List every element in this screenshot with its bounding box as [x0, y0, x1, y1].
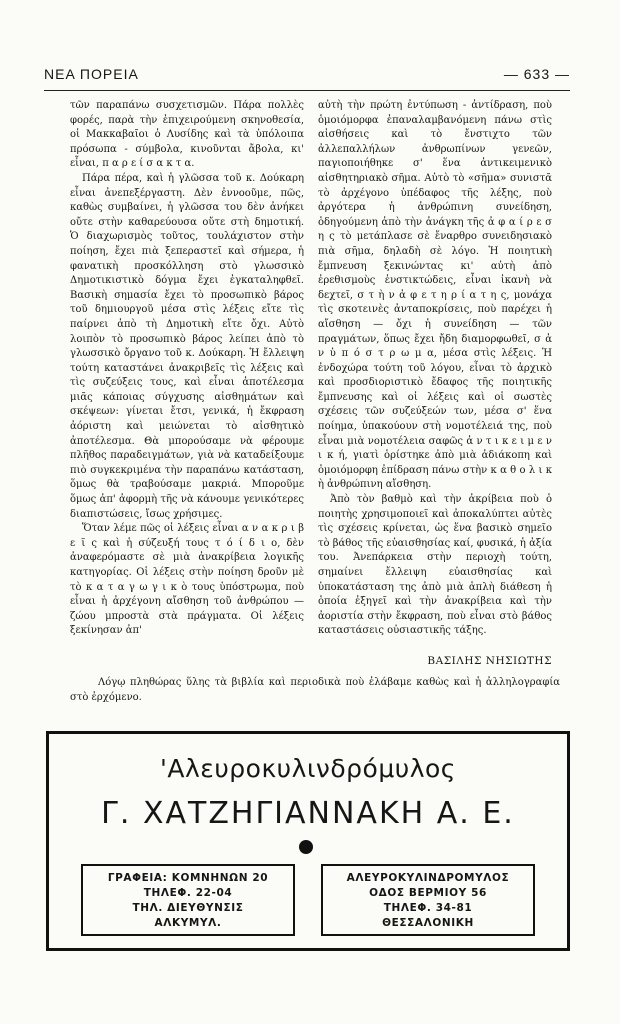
ad-office-box — [81, 864, 295, 936]
ad-office-line: ΑΛΚΥΜΥΛ. — [154, 917, 222, 929]
article-right-column — [318, 99, 552, 659]
bullet-dot-icon — [299, 840, 313, 854]
ad-mill-line: ΟΔΟΣ ΒΕΡΜΙΟΥ 56 — [369, 887, 487, 899]
ad-mill-line: ΘΕΣΣΑΛΟΝΙΚΗ — [382, 917, 474, 929]
advertisement — [46, 731, 570, 951]
page-number: — 633 — — [503, 66, 570, 82]
page-header — [44, 66, 570, 88]
ad-office-line: ΤΗΛΕΦ. 22-04 — [143, 887, 233, 899]
article-paragraph: αὐτὴ τὴν πρώτη ἐντύπωση - ἀντίδραση, ποὺ ὁμοιόμορφα ἐπαναλαμβανόμενη πάνω στὶς αἰσθήσεις καὶ τὸ ἔνστιχτο τῶν ἀλλεπαλλήλων ἀνθρωπίνων γενεῶν, παγιοποιήθηκε σ' ἕνα ἀντικειμενικὸ αἰσθητηριακὸ σῆμα. Αὐτὸ τὸ «σῆμα» συνιστᾶ τὸ ἀρχέγονο ὑπέδαφος τῆς λέξης, ποὺ ἀργότερα ἡ ἀνθρώπινη συνείδηση, ὁδηγούμενη ἀπὸ τὴν ἀνάγκη τῆς ἀ φ α ί ρ ε σ η ς τὸ μετάπλασε σὲ ἔναρθρο συνειδησιακὸ πιὰ σῆμα, δηλαδὴ σὲ λόγο. Ἡ ποιητικὴ ἔμπνευση ξεκινώντας κι' αὐτὴ ἀπὸ ἐρεθισμοὺς ἐνστικτώδεις, εἶναι ἱκανὴ νὰ δεχτεῖ, σ τ ὴ ν ἀ φ ε τ η ρ ί α τ η ς, μονάχα τὶς σκοτεινὲς ἀνταποκρίσεις, ποὺ παρέχει ἡ αἴσθηση — ὄχι ἡ συνείδηση — τῶν πραγμάτων, ὅπως ἔχει ἤδη διαμορφωθεῖ, σ ἀ ν ὑ π ό σ τ ρ ω μ α, μέσα στὶς λέξεις. Ἡ ἐνδοχώρα τούτη τοῦ λόγου, εἶναι τὸ ἀρχικὸ καὶ προσδιοριστικὸ ἔδαφος τῆς ποιητικῆς ἔμπνευσης καὶ οἱ λέξεις καὶ οἱ σωστὲς σχέσεις τῶν συζεύξεών των, μέσα σ' ἕνα ποίημα, ὑπακούουν στὴ νομοτέλειά της, ποὺ εἶναι μιὰ νομοτέλεια σαφῶς ἀ ν τ ι κ ε ι μ ε ν ι κ ή, γιατὶ ὁρίστηκε ἀπὸ μιὰ ἀδιάκοπη καὶ ὁμοιόμορφη ἐπίδραση πάνω στὴν κ α θ ο λ ι κ ὴ ἀνθρώπινη αἴσθηση. — [318, 100, 552, 491]
ad-mill-line: ΑΛΕΥΡΟΚΥΛΙΝΔΡΟΜΥΛΟΣ — [346, 872, 510, 884]
ad-mill-line: ΤΗΛΕΦ. 34-81 — [383, 902, 473, 914]
article-paragraph: Ἀπὸ τὸν βαθμὸ καὶ τὴν ἀκρίβεια ποὺ ὁ ποιητὴς χρησιμοποιεῖ καὶ ἀποκαλύπτει αὐτὲς τὶς σχέσεις κρίνεται, ὡς ἕνα βασικὸ σημεῖο τὸ βάθος τῆς εὐαισθησίας καί, φυσικά, ἡ ἀξία του. Ἀνεπάρκεια στὴν περιοχὴ τούτη, σημαίνει ἔλλειψη εὐαισθησίας καὶ ὑποκατάσταση της ἀπὸ μιὰ ἁπλὴ διάθεση ἡ ὁποία ἐξηγεῖ καὶ τὴν ἀνακρίβεια καὶ τὴν ἀοριστία στὴν ἔκφραση, ποὺ εἶναι στὸ βάθος καταστάσεις οὐσιαστικῆς τάξης. — [318, 494, 552, 637]
ad-company-name: Γ. ΧΑΤΖΗΓΙΑΝΝΑΚΗ Α. Ε. — [101, 796, 515, 831]
article-left-column — [70, 99, 304, 659]
ad-subtitle: 'Αλευροκυλινδρόμυλος — [160, 754, 456, 783]
ad-mill-box — [321, 864, 535, 936]
header-rule — [44, 90, 570, 91]
article-paragraph: τῶν παραπάνω συσχετισμῶν. Πάρα πολλὲς φορές, παρὰ τὴν ἐπιχειρούμενη σκηνοθεσία, οἱ Μακκαβαῖοι ὁ Λυσίδης καὶ τὰ ὑπόλοιπα πρόσωπα - σύμβολα, κινοῦνται ἄβολα, κι' εἶναι, π α ρ ε ί σ α κ τ α. — [70, 100, 304, 170]
ad-office-line: ΓΡΑΦΕΙΑ: ΚΟΜΝΗΝΩΝ 20 — [107, 872, 269, 884]
editorial-note: Λόγῳ πληθώρας ὕλης τὰ βιβλία καὶ περιοδικὰ ποὺ ἐλάβαμε καθὼς καὶ ἡ ἀλληλογραφία στὸ ἐρχόμενο. — [70, 677, 560, 703]
journal-title: ΝΕΑ ΠΟΡΕΙΑ — [44, 66, 139, 82]
article-paragraph: Ὅταν λέμε πῶς οἱ λέξεις εἶναι α ν α κ ρ ι β ε ῖ ς καὶ ἡ σύζευξή τους τ ό ί δ ι ο, δὲν ἀναφερόμαστε σὲ μιὰ ἀνακρίβεια λογικῆς κατηγορίας. Οἱ λέξεις στὴν ποίηση δροῦν μὲ τὸ κ α τ α γ ω γ ι κ ὸ τους ὑπόστρωμα, ποὺ εἶναι ἡ ἀρχέγονη αἴσθηση τοῦ ἀνθρώπου — ζώου μπροστὰ στὰ πράγματα. Οἱ λέξεις ξεκίνησαν ἀπ' — [70, 523, 304, 637]
article-paragraph: Πάρα πέρα, καὶ ἡ γλῶσσα τοῦ κ. Δούκαρη εἶναι ἀνεπεξέργαστη. Δὲν ἐννοοῦμε, πῶς, καθὼς συμβαίνει, ἡ γλῶσσα του δὲν ἀνήκει οὔτε στὴν καθαρεύουσα οὔτε στὴ δημοτική. Ὁ διαχωρισμὸς τοῦτος, τουλάχιστον στὴν ποίηση, ἔχει πιὰ ξεπεραστεῖ καὶ σήμερα, ἡ φανατικὴ προσκόλληση στὸ γλωσσικὸ Δημοτικιστικὸ δόγμα ἔχει ἐγκαταληφθεῖ. Βασικὴ σημασία ἔχει τὸ προσωπικὸ βάρος τοῦ δημιουργοῦ μέσα στὶς λέξεις εἴτε τὶς παίρνει ἀπὸ τὴ Δημοτικὴ εἴτε ὄχι. Αὐτὸ λοιπὸν τὸ προσωπικὸ βάρος λείπει ἀπὸ τὸ γλωσσικὸ ὄργανο τοῦ κ. Δούκαρη. Ἡ ἔλλειψη τούτη καταστάνει ἀνακριβεῖς τὶς λέξεις καὶ τὶς συζεύξεις τους, καὶ εἶναι ἀποτέλεσμα μιᾶς κάποιας σύγχυσης αἰσθημάτων καὶ σκέψεων: γίνεται ἔτσι, γενικά, ἡ ἔκφραση ἀόριστη καὶ μειώνεται τὸ αἰσθητικὸ ἀποτέλεσμα. Θὰ μπορούσαμε νὰ φέρουμε πλῆθος παραδειγμάτων, γιὰ νὰ καταδείξουμε πιὸ συγκεκριμένα τὴν παραπάνω κατάσταση, ὅμως θὰ τραβούσαμε μακριά. Μποροῦμε ὅμως ἀπ' ἀφορμὴ τῆς νὰ κάνουμε γενικότερες διαπιστώσεις, ἴσως χρήσιμες. — [70, 172, 304, 520]
ad-office-line: ΤΗΛ. ΔΙΕΥΘΥΝΣΙΣ — [132, 902, 244, 914]
author-signature: ΒΑΣΙΛΗΣ ΝΗΣΙΩΤΗΣ — [427, 655, 552, 667]
